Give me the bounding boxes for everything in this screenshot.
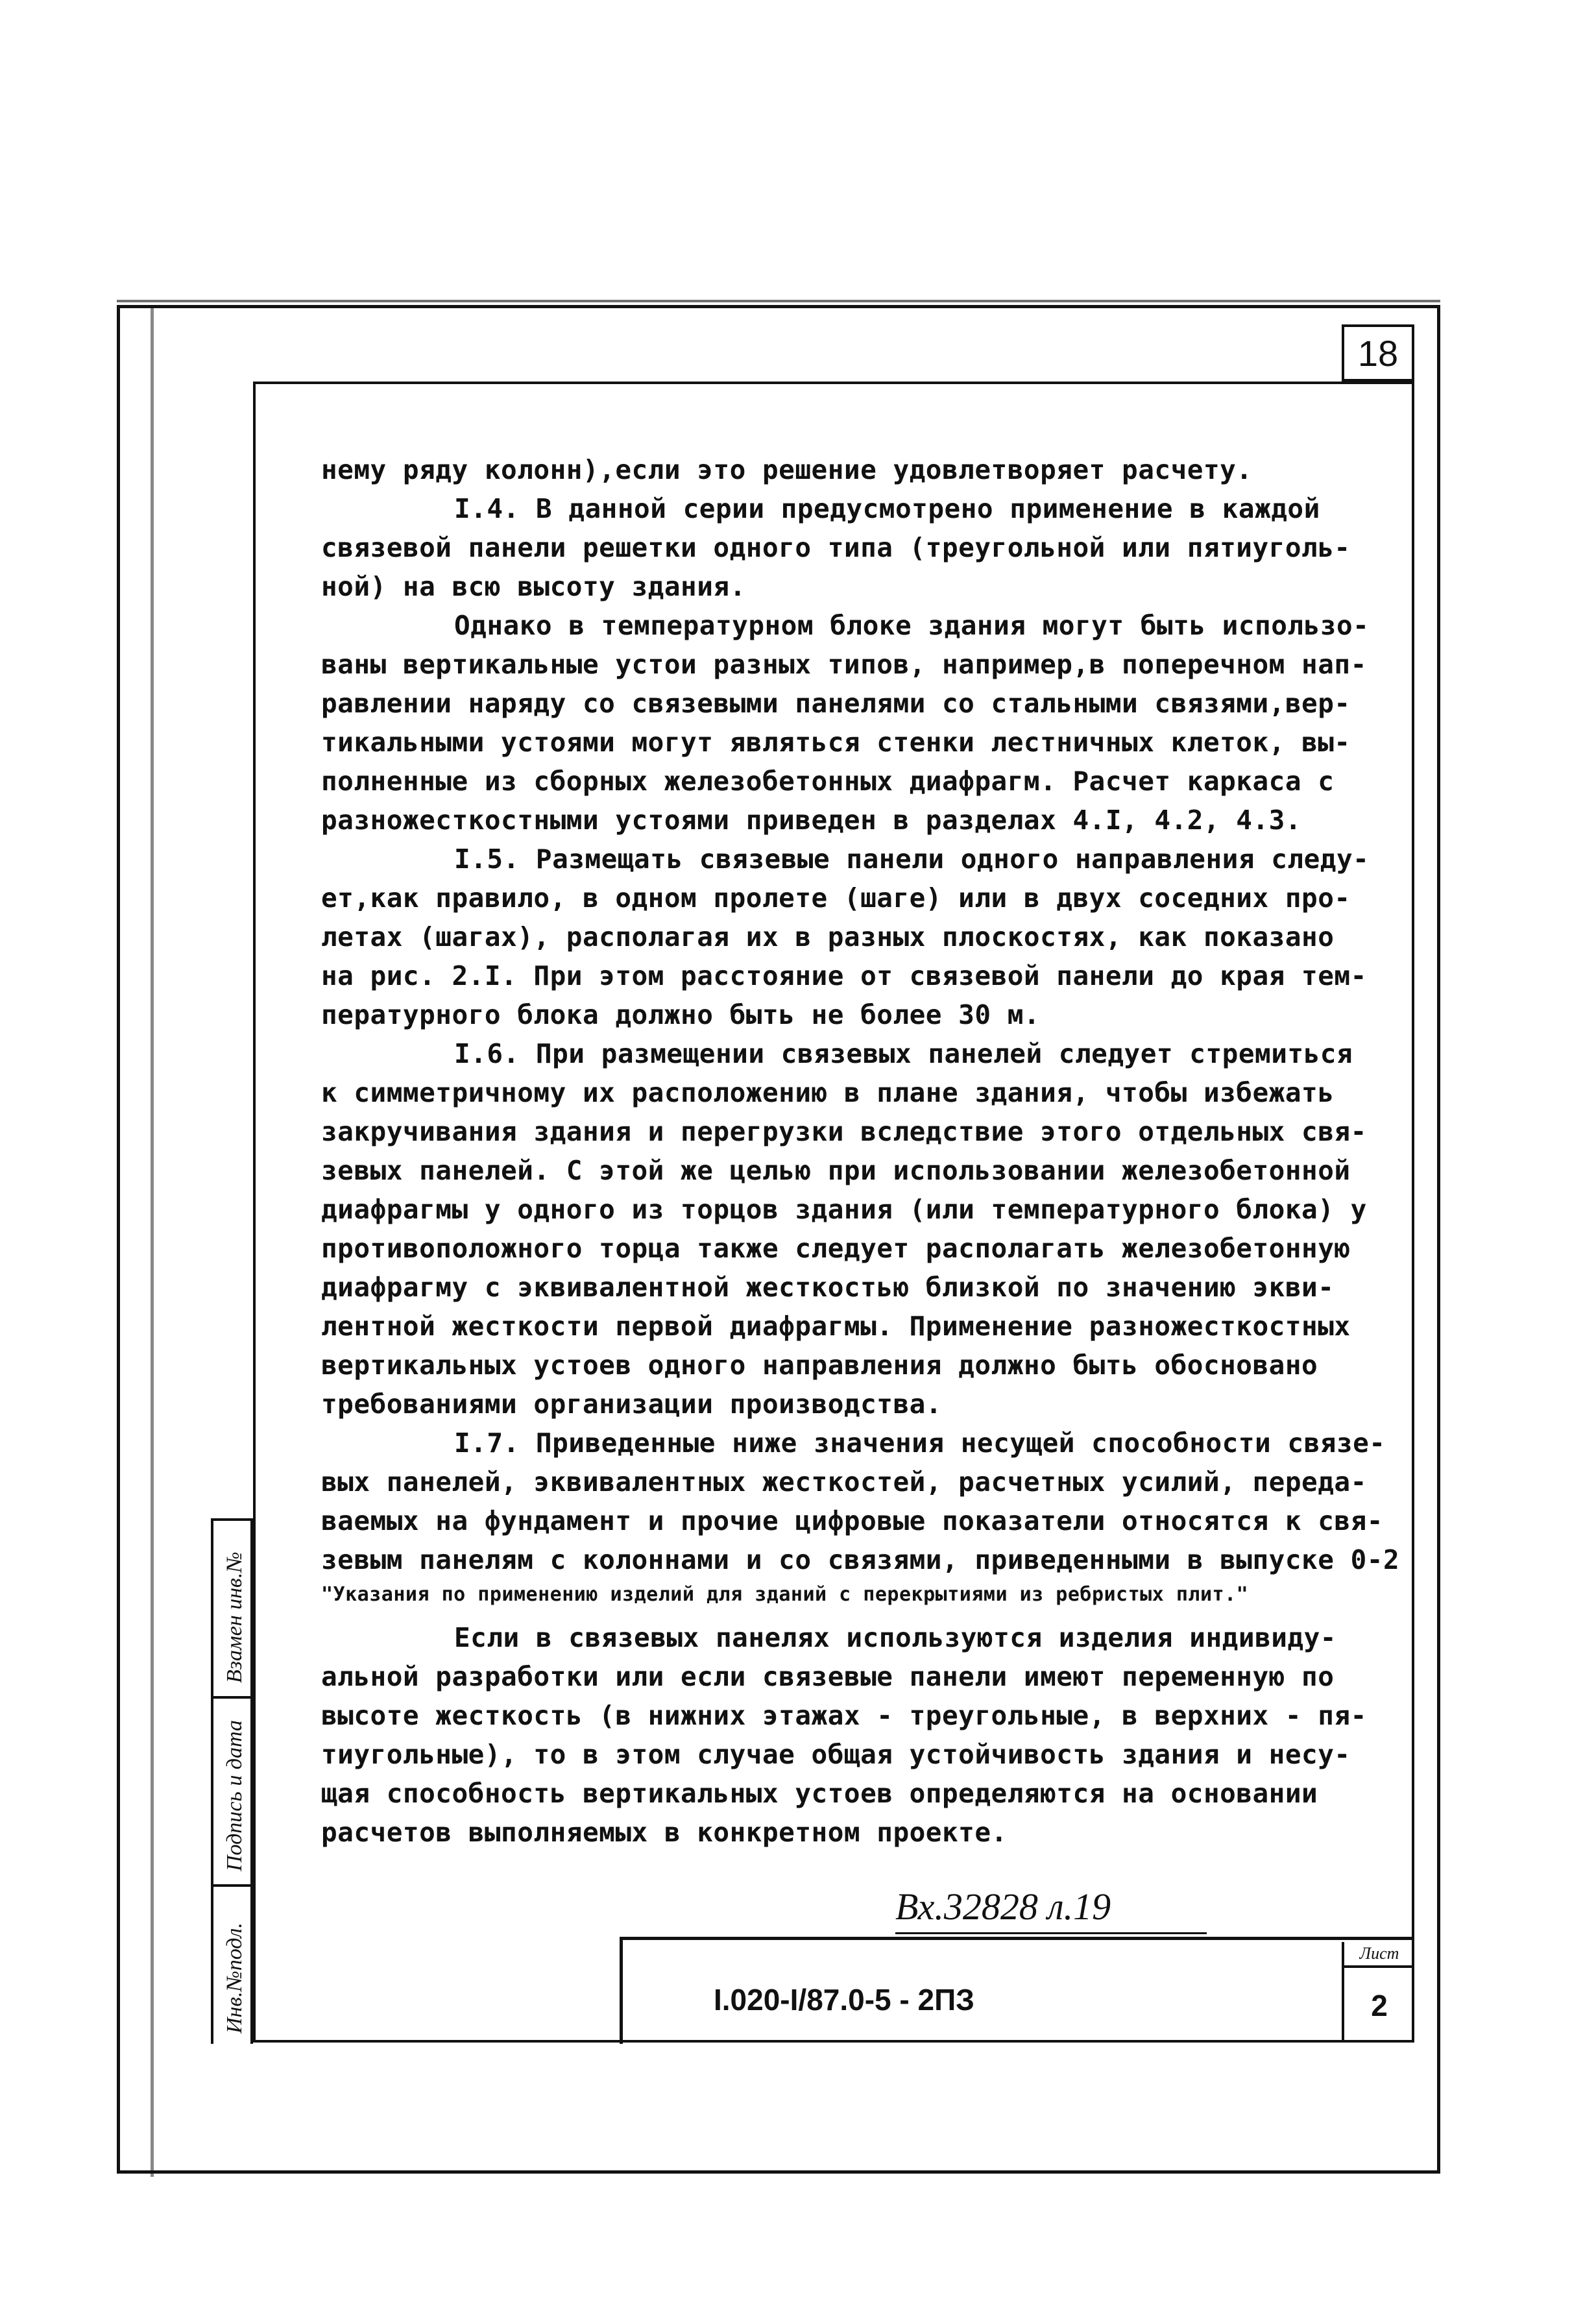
text-line: альной разработки или если связевые панели имеют переменную по xyxy=(321,1661,1335,1692)
text-line: I.4. В данной серии предусмотрено применение в каждой xyxy=(454,493,1320,524)
text-line: высоте жесткость (в нижних этажах - треугольные, в верхних - пя- xyxy=(321,1700,1367,1731)
text-line: I.6. При размещении связевых панелей следует стремиться xyxy=(454,1038,1353,1069)
text-line: диафрагмы у одного из торцов здания (или температурного блока) у xyxy=(321,1194,1367,1225)
text-line: противоположного торца также следует располагать железобетонную xyxy=(321,1233,1351,1264)
stamp-inv-no: Инв.№подл. xyxy=(223,1923,247,2033)
text-line: нему ряду колонн),если это решение удовлетворяет расчету. xyxy=(321,454,1253,485)
text-line: ной) на всю высоту здания. xyxy=(321,571,746,602)
text-line: к симметричному их расположению в плане здания, чтобы избежать xyxy=(321,1077,1335,1108)
handwritten-underline xyxy=(895,1932,1207,1934)
text-line: пературного блока должно быть не более 30 м. xyxy=(321,999,1041,1030)
text-line: на рис. 2.I. При этом расстояние от связевой панели до края тем- xyxy=(321,960,1367,991)
text-line: щая способность вертикальных устоев определяются на основании xyxy=(321,1778,1318,1809)
text-line: тиугольные), то в этом случае общая устойчивость здания и несу- xyxy=(321,1739,1351,1770)
text-line: Однако в температурном блоке здания могут быть использо- xyxy=(454,610,1370,641)
text-line: закручивания здания и перегрузки вследствие этого отдельных свя- xyxy=(321,1116,1367,1147)
stamp-cell-replaced xyxy=(213,1521,250,1699)
text-line: зевых панелей. С этой же целью при использовании железобетонной xyxy=(321,1155,1351,1186)
stamp-column xyxy=(211,1518,253,2044)
text-line: диафрагму с эквивалентной жесткостью близкой по значению экви- xyxy=(321,1272,1335,1303)
top-border-line xyxy=(117,300,1440,302)
sheet-number: 2 xyxy=(1342,1968,1414,2043)
document-code: I.020-I/87.0-5 - 2ПЗ xyxy=(714,1983,974,2017)
text-line: ваны вертикальные устои разных типов, например,в поперечном нап- xyxy=(321,649,1367,680)
text-line: зевым панелям с колоннами и со связями, приведенными в выпуске 0-2 xyxy=(321,1544,1400,1575)
stamp-cell-inv xyxy=(213,1884,250,2046)
stamp-signature-date: Подпись и дата xyxy=(223,1719,247,1871)
text-line: ваемых на фундамент и прочие цифровые показатели относятся к свя- xyxy=(321,1505,1383,1536)
text-line: расчетов выполняемых в конкретном проекте. xyxy=(321,1817,1008,1848)
handwritten-note: Вх.32828 л.19 xyxy=(895,1886,1111,1928)
page-number: 18 xyxy=(1342,324,1414,382)
stamp-replaced-inv: Взамен инв.№ xyxy=(223,1551,247,1683)
text-line: лентной жесткости первой диафрагмы. Применение разножесткостных xyxy=(321,1311,1351,1342)
text-line: I.7. Приведенные ниже значения несущей способности связе- xyxy=(454,1427,1386,1459)
text-line: требованиями организации производства. xyxy=(321,1389,942,1420)
text-line: ет,как правило, в одном пролете (шаге) или в двух соседних про- xyxy=(321,882,1351,914)
stamp-cell-signature xyxy=(213,1696,250,1887)
text-line: разножесткостными устоями приведен в разделах 4.I, 4.2, 4.3. xyxy=(321,805,1302,836)
text-line: вых панелей, эквивалентных жесткостей, расчетных усилий, переда- xyxy=(321,1466,1367,1498)
text-line: равлении наряду со связевыми панелями со стальными связями,вер- xyxy=(321,688,1351,719)
text-line: полненные из сборных железобетонных диафрагм. Расчет каркаса с xyxy=(321,766,1335,797)
text-line: "Указания по применению изделий для зданий с перекрытиями из ребристых плит." xyxy=(321,1583,1249,1606)
sheet-label: Лист xyxy=(1342,1942,1414,1968)
text-line: I.5. Размещать связевые панели одного направления следу- xyxy=(454,843,1370,875)
text-line: тикальными устоями могут являться стенки лестничных клеток, вы- xyxy=(321,727,1351,758)
text-line: связевой панели решетки одного типа (треугольной или пятиуголь- xyxy=(321,532,1351,563)
text-line: вертикальных устоев одного направления должно быть обосновано xyxy=(321,1350,1318,1381)
text-line: летах (шагах), располагая их в разных плоскостях, как показано xyxy=(321,921,1335,952)
text-line: Если в связевых панелях используются изделия индивиду- xyxy=(454,1622,1336,1653)
